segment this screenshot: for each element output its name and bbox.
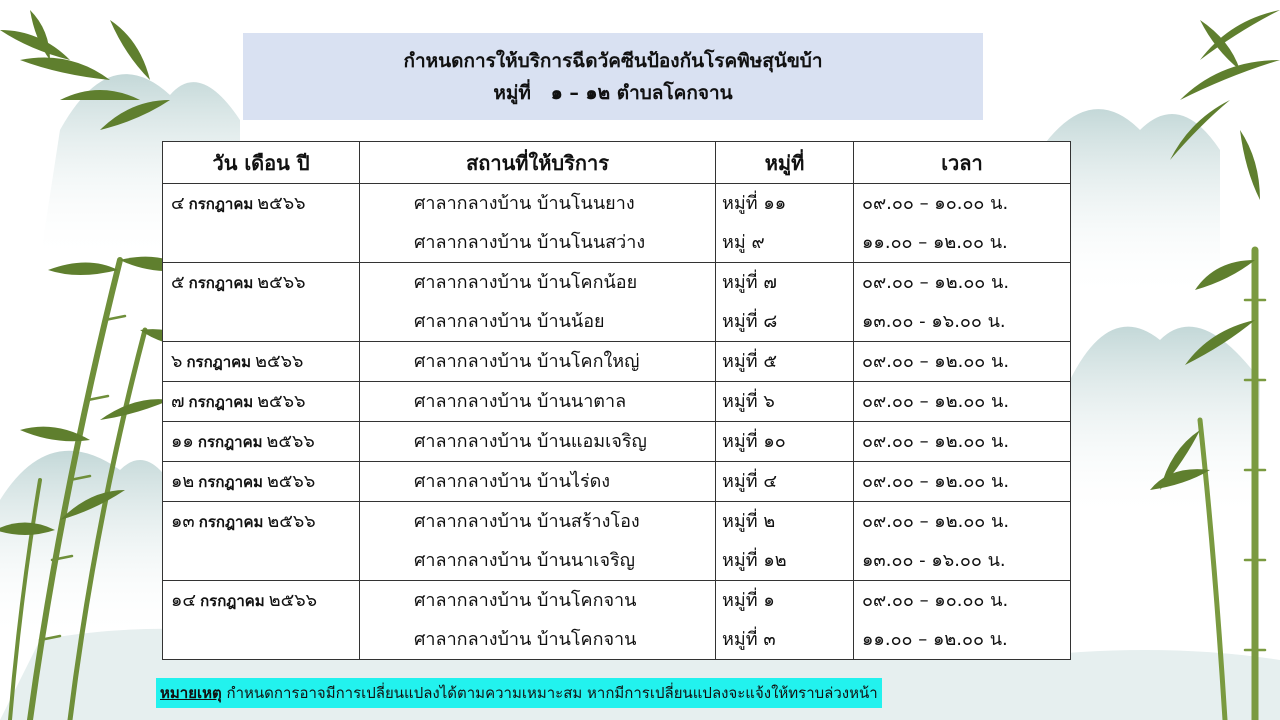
place-text: ศาลากลางบ้าน บ้านโคกจาน [414, 590, 637, 611]
date-day: ๖ [171, 351, 183, 372]
place-text: ศาลากลางบ้าน บ้านโคกจาน [414, 629, 637, 650]
date-month: กรกฎาคม [188, 393, 254, 411]
time-text: ๑๑.๐๐ – ๑๒.๐๐ น. [862, 232, 1008, 253]
date-line [163, 263, 359, 302]
time-text: ๐๙.๐๐ – ๑๒.๐๐ น. [862, 272, 1010, 293]
place-text: ศาลากลางบ้าน บ้านนาตาล [414, 391, 627, 412]
place-cell [360, 263, 716, 342]
title-line-1: กำหนดการให้บริการฉีดวัคซีนป้องกันโรคพิษสุนัขบ้า [403, 49, 823, 72]
table-header-row [163, 142, 1071, 184]
place-text: ศาลากลางบ้าน บ้านโนนสว่าง [414, 232, 646, 253]
date-line [163, 382, 359, 421]
village-cell [716, 502, 854, 581]
village-text: หมู่ที่ ๘ [722, 311, 778, 332]
table-row [163, 581, 1071, 660]
time-cell [854, 184, 1071, 263]
header-time: เวลา [854, 142, 1071, 184]
table-row [163, 502, 1071, 581]
date-cell [163, 462, 360, 502]
date-day: ๔ [171, 193, 185, 214]
place-text: ศาลากลางบ้าน บ้านโคกน้อย [414, 272, 638, 293]
header-village: หมู่ที่ [716, 142, 854, 184]
date-year: ๒๕๖๖ [257, 193, 306, 214]
date-cell [163, 342, 360, 382]
time-text: ๐๙.๐๐ – ๑๒.๐๐ น. [862, 431, 1010, 452]
date-line [163, 502, 359, 541]
village-text: หมู่ที่ ๑๒ [722, 550, 787, 571]
date-day: ๑๒ [171, 471, 195, 492]
time-text: ๐๙.๐๐ – ๑๒.๐๐ น. [862, 351, 1010, 372]
date-month: กรกฎาคม [197, 433, 263, 451]
date-month: กรกฎาคม [198, 513, 264, 531]
place-cell [360, 422, 716, 462]
place-text: ศาลากลางบ้าน บ้านแอมเจริญ [414, 431, 647, 452]
date-day: ๑๔ [171, 590, 197, 611]
table-row [163, 342, 1071, 382]
village-text: หมู่ที่ ๒ [722, 511, 776, 532]
time-cell [854, 263, 1071, 342]
date-year: ๒๕๖๖ [266, 471, 316, 492]
time-text: ๐๙.๐๐ – ๑๐.๐๐ น. [862, 590, 1009, 611]
date-line [163, 422, 359, 461]
schedule-body [163, 184, 1071, 660]
table-row [163, 184, 1071, 263]
village-text: หมู่ที่ ๑ [722, 590, 775, 611]
date-day: ๗ [171, 391, 185, 412]
village-text: หมู่ที่ ๑๑ [722, 193, 787, 214]
note [156, 678, 882, 708]
village-cell [716, 184, 854, 263]
time-cell [854, 502, 1071, 581]
date-month: กรกฎาคม [188, 274, 254, 292]
date-line [163, 581, 359, 620]
date-cell [163, 502, 360, 581]
place-text: ศาลากลางบ้าน บ้านไร่ดง [414, 471, 611, 492]
place-text: ศาลากลางบ้าน บ้านโคกใหญ่ [414, 351, 640, 372]
place-text: ศาลากลางบ้าน บ้านโนนยาง [414, 193, 635, 214]
date-year: ๒๕๖๖ [257, 391, 306, 412]
place-cell [360, 184, 716, 263]
date-line [163, 184, 359, 223]
place-cell [360, 462, 716, 502]
time-cell [854, 581, 1071, 660]
village-cell [716, 422, 854, 462]
date-line [163, 462, 359, 501]
time-text: ๐๙.๐๐ – ๑๐.๐๐ น. [862, 193, 1009, 214]
village-text: หมู่ที่ ๔ [722, 471, 777, 492]
header-place: สถานที่ให้บริการ [360, 142, 716, 184]
date-month: กรกฎาคม [198, 473, 263, 491]
place-cell [360, 382, 716, 422]
place-text: ศาลากลางบ้าน บ้านน้อย [414, 311, 605, 332]
date-cell [163, 581, 360, 660]
place-cell [360, 581, 716, 660]
place-text: ศาลากลางบ้าน บ้านนาเจริญ [414, 550, 636, 571]
date-year: ๒๕๖๖ [257, 272, 306, 293]
date-cell [163, 382, 360, 422]
village-text: หมู่ ๙ [722, 232, 765, 253]
time-cell [854, 462, 1071, 502]
time-text: ๐๙.๐๐ – ๑๒.๐๐ น. [862, 471, 1010, 492]
village-text: หมู่ที่ ๗ [722, 272, 777, 293]
date-year: ๒๕๖๖ [267, 511, 316, 532]
time-cell [854, 342, 1071, 382]
village-cell [716, 462, 854, 502]
date-year: ๒๕๖๖ [266, 431, 315, 452]
title-box [243, 33, 983, 120]
date-year: ๒๕๖๖ [268, 590, 318, 611]
date-year: ๒๕๖๖ [255, 351, 304, 372]
time-cell [854, 382, 1071, 422]
village-text: หมู่ที่ ๖ [722, 391, 775, 412]
village-cell [716, 263, 854, 342]
date-day: ๑๓ [171, 511, 195, 532]
time-text: ๑๑.๐๐ – ๑๒.๐๐ น. [862, 629, 1008, 650]
place-cell [360, 502, 716, 581]
village-text: หมู่ที่ ๕ [722, 351, 777, 372]
note-label: หมายเหตุ [160, 684, 222, 702]
header-date: วัน เดือน ปี [163, 142, 360, 184]
title-line-2: หมู่ที่ ๑ – ๑๒ ตำบลโคกจาน [493, 81, 733, 104]
date-day: ๕ [171, 272, 185, 293]
village-cell [716, 581, 854, 660]
schedule-table [162, 141, 1071, 660]
time-text: ๐๙.๐๐ – ๑๒.๐๐ น. [862, 391, 1010, 412]
table-row [163, 462, 1071, 502]
village-cell [716, 382, 854, 422]
date-month: กรกฎาคม [188, 195, 254, 213]
date-line [163, 342, 359, 381]
place-cell [360, 342, 716, 382]
date-cell [163, 184, 360, 263]
date-cell [163, 422, 360, 462]
date-month: กรกฎาคม [186, 353, 252, 371]
time-text: ๑๓.๐๐ - ๑๖.๐๐ น. [862, 311, 1006, 332]
village-text: หมู่ที่ ๓ [722, 629, 776, 650]
date-day: ๑๑ [171, 431, 194, 452]
table-row [163, 263, 1071, 342]
village-text: หมู่ที่ ๑๐ [722, 431, 786, 452]
table-row [163, 382, 1071, 422]
date-cell [163, 263, 360, 342]
village-cell [716, 342, 854, 382]
date-month: กรกฎาคม [200, 592, 265, 610]
time-text: ๑๓.๐๐ - ๑๖.๐๐ น. [862, 550, 1006, 571]
note-text: กำหนดการอาจมีการเปลี่ยนแปลงได้ตามความเหมาะสม หากมีการเปลี่ยนแปลงจะแจ้งให้ทราบล่วงหน้า [221, 684, 878, 702]
table-row [163, 422, 1071, 462]
time-cell [854, 422, 1071, 462]
time-text: ๐๙.๐๐ – ๑๒.๐๐ น. [862, 511, 1010, 532]
place-text: ศาลากลางบ้าน บ้านสร้างโอง [414, 511, 640, 532]
